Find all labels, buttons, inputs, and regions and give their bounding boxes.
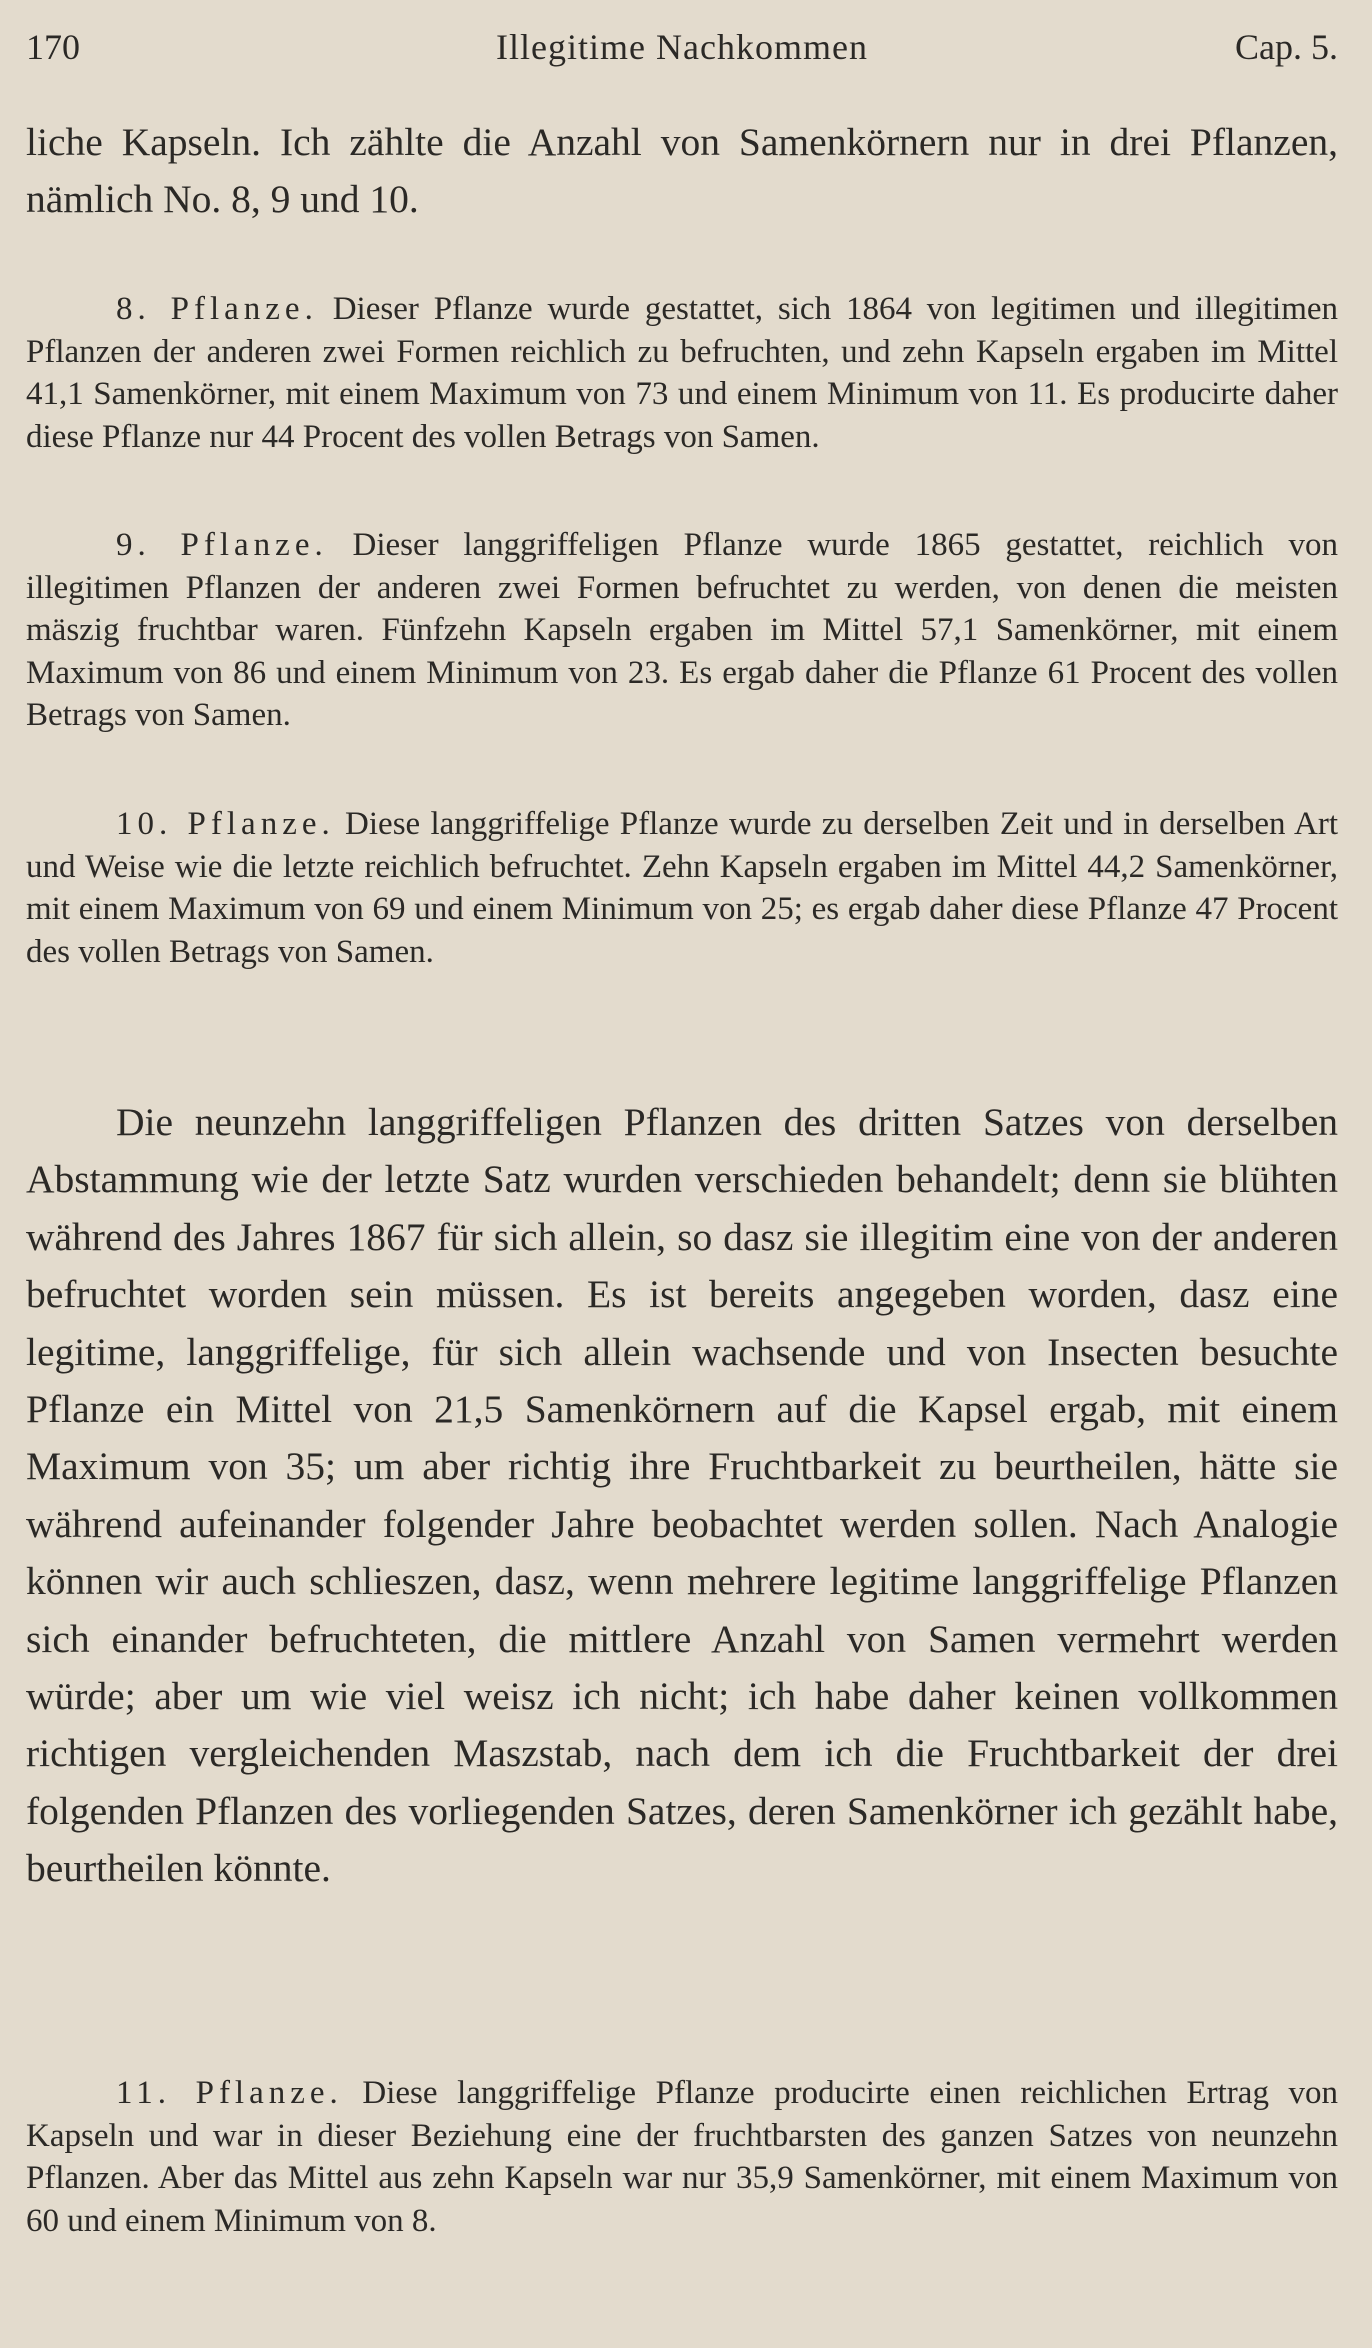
plant-9-paragraph: [26, 524, 1338, 737]
running-header: [26, 22, 1338, 72]
book-page: [26, 0, 1338, 2348]
plant-9-label: 9. Pflanze.: [116, 527, 328, 563]
plant-11-text: Diese langgriffelige Pflanze producirte einen reichlichen Ertrag von Kapseln und war in dieser Beziehung eine der fruchtbarsten des ganzen Satzes von neunzehn Pflanzen. Aber das Mittel aus zehn Kapseln war nur 35,9 Samenkörner, mit einem Maximum von 60 und einem Minimum von 8.: [26, 2075, 1339, 2239]
plant-10-text: Diese langgriffelige Pflanze wurde zu derselben Zeit und in derselben Art und Weise wie die letzte reichlich befruchtet. Zehn Kapseln ergaben im Mittel 44,2 Samenkörner, mit einem Maximum von 69 und einem Minimum von 25; es ergab daher diese Pflanze 47 Procent des vollen Betrags von Samen.: [26, 806, 1338, 970]
page-number: 170: [26, 27, 80, 67]
plant-8-label: 8. Pflanze.: [116, 291, 318, 327]
plant-11-label: 11. Pflanze.: [116, 2075, 343, 2111]
plant-10-label: 10. Pflanze.: [116, 806, 335, 842]
plant-10-paragraph: [26, 803, 1338, 973]
plant-11-paragraph: [26, 2072, 1338, 2242]
intro-paragraph: liche Kapseln. Ich zählte die Anzahl von Samenkörnern nur in drei Pflanzen, nämlich No. 8, 9 und 10.: [26, 120, 1338, 221]
plant-8-text: Dieser Pflanze wurde gestattet, sich 1864 von legitimen und illegitimen Pflanzen der anderen zwei Formen reichlich zu befruchten, und zehn Kapseln ergaben im Mittel 41,1 Samenkörner, mit einem Maximum von 73 und einem Minimum von 11. Es producirte daher diese Pflanze nur 44 Procent des vollen Betrags von Samen.: [26, 291, 1339, 455]
chapter-label: Cap. 5.: [1235, 27, 1338, 67]
plant-8-paragraph: [26, 288, 1338, 458]
main-paragraph: Die neunzehn langgriffeligen Pflanzen des dritten Satzes von derselben Abstammung wie der letzte Satz wurden verschieden behandelt; denn sie blühten während des Jahres 1867 für sich allein, so dasz sie illegitim eine von der anderen befruchtet worden sein müssen. Es ist bereits angegeben worden, dasz eine legitime, langgriffelige, für sich allein wachsende und von Insecten besuchte Pflanze ein Mittel von 21,5 Samenkörnern auf die Kapsel ergab, mit einem Maximum von 35; um aber richtig ihre Fruchtbarkeit zu beurtheilen, hätte sie während aufeinander folgender Jahre beobachtet werden sollen. Nach Analogie können wir auch schlieszen, dasz, wenn mehrere legitime langgriffelige Pflanzen sich einander befruchteten, die mittlere Anzahl von Samen vermehrt werden würde; aber um wie viel weisz ich nicht; ich habe daher keinen vollkommen richtigen vergleichenden Maszstab, nach dem ich die Fruchtbarkeit der drei folgenden Pflanzen des vorliegenden Satzes, deren Samenkörner ich gezählt habe, beurtheilen könnte.: [26, 1100, 1338, 1891]
plant-9-text: Dieser langgriffeligen Pflanze wurde 1865 gestattet, reichlich von illegitimen Pflanzen der anderen zwei Formen befruchtet zu werden, von denen die meisten mäszig fruchtbar waren. Fünfzehn Kapseln ergaben im Mittel 57,1 Samenkörner, mit einem Maximum von 86 und einem Minimum von 23. Es ergab daher die Pflanze 61 Procent des vollen Betrags von Samen.: [26, 527, 1338, 733]
running-title: Illegitime Nachkommen: [496, 27, 868, 67]
